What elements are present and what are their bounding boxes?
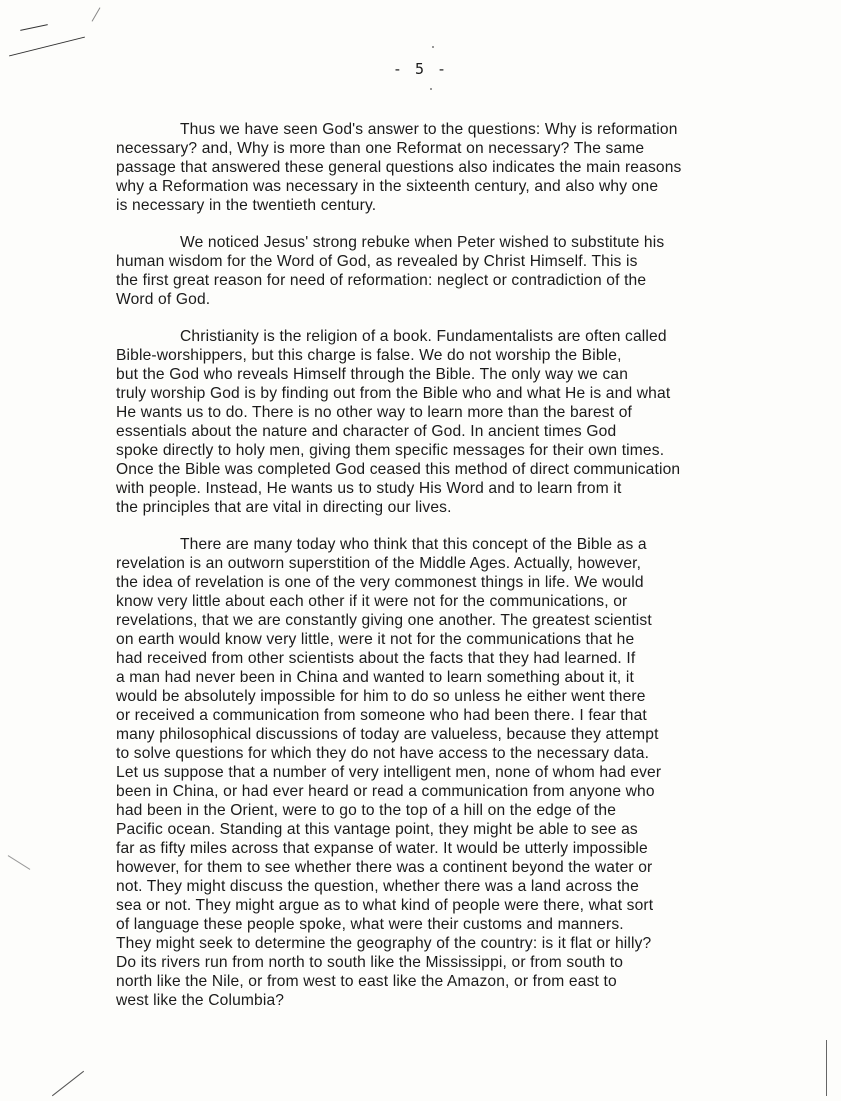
text-line: west like the Columbia? [116,992,285,1009]
text-line: Do its rivers run from north to south like the Mississippi, or from south to [116,954,624,971]
text-line: Word of God. [116,291,211,308]
text-line: Bible-worshippers, but this charge is false. We do not worship the Bible, [116,347,622,364]
text-line: He wants us to do. There is no other way to learn more than the barest of [116,404,633,421]
text-line: why a Reformation was necessary in the sixteenth century, and also why one [116,178,659,195]
text-line: many philosophical discussions of today are valueless, because they attempt [116,726,659,743]
text-line: the principles that are vital in directing our lives. [116,499,452,516]
text-line: human wisdom for the Word of God, as revealed by Christ Himself. This is [116,253,638,270]
text-line: revelation is an outworn superstition of the Middle Ages. Actually, however, [116,555,642,572]
text-line: We noticed Jesus' strong rebuke when Peter wished to substitute his [180,234,665,251]
paragraph [116,120,776,215]
text-line: is necessary in the twentieth century. [116,197,377,214]
scan-mark-stroke [92,7,101,21]
scan-mark-stroke [9,37,85,57]
text-line: however, for them to see whether there was a continent beyond the water or [116,859,653,876]
document-body [116,120,776,1028]
text-line: know very little about each other if it were not for the communications, or [116,593,628,610]
text-line: a man had never been in China and wanted to learn something about it, it [116,669,634,686]
text-line: of language these people spoke, what were their customs and manners. [116,916,624,933]
text-line: or received a communication from someone who had been there. I fear that [116,707,647,724]
text-line: the idea of revelation is one of the very commonest things in life. We would [116,574,644,591]
text-line: not. They might discuss the question, whether there was a land across the [116,878,639,895]
text-line: the first great reason for need of reformation: neglect or contradiction of the [116,272,647,289]
text-line: sea or not. They might argue as to what kind of people were there, what sort [116,897,654,914]
scan-mark-stroke [52,1071,84,1096]
text-line: spoke directly to holy men, giving them specific messages for their own times. [116,442,665,459]
text-line: They might seek to determine the geography of the country: is it flat or hilly? [116,935,652,952]
text-line: truly worship God is by finding out from the Bible who and what He is and what [116,385,671,402]
text-line: essentials about the nature and character of God. In ancient times God [116,423,617,440]
scan-mark-stroke [8,855,31,870]
text-line: north like the Nile, or from west to east like the Amazon, or from east to [116,973,617,990]
paragraph [116,327,776,517]
page-number: - 5 - [392,60,449,78]
text-line: Once the Bible was completed God ceased this method of direct communication [116,461,681,478]
paragraph [116,535,776,1010]
text-line: Thus we have seen God's answer to the questions: Why is reformation [180,121,678,138]
text-line: Christianity is the religion of a book. Fundamentalists are often called [180,328,667,345]
text-line: Let us suppose that a number of very intelligent men, none of whom had ever [116,764,662,781]
text-line: been in China, or had ever heard or read a communication from anyone who [116,783,655,800]
text-line: There are many today who think that this concept of the Bible as a [180,536,647,553]
paragraph [116,233,776,309]
text-line: on earth would know very little, were it not for the communications that he [116,631,635,648]
text-line: would be absolutely impossible for him to do so unless he either went there [116,688,646,705]
text-line: with people. Instead, He wants us to study His Word and to learn from it [116,480,622,497]
text-line: passage that answered these general questions also indicates the main reasons [116,159,682,176]
text-line: revelations, that we are constantly giving one another. The greatest scientist [116,612,652,629]
scan-speck [430,88,432,90]
scan-speck [432,46,434,48]
text-line: Pacific ocean. Standing at this vantage point, they might be able to see as [116,821,638,838]
text-line: but the God who reveals Himself through the Bible. The only way we can [116,366,629,383]
text-line: had received from other scientists about the facts that they had learned. If [116,650,636,667]
text-line: necessary? and, Why is more than one Reformat on necessary? The same [116,140,645,157]
text-line: to solve questions for which they do not have access to the necessary data. [116,745,650,762]
text-line: far as fifty miles across that expanse of water. It would be utterly impossible [116,840,648,857]
scan-mark-stroke [826,1040,827,1096]
text-line: had been in the Orient, were to go to the top of a hill on the edge of the [116,802,617,819]
scan-mark-stroke [20,24,48,31]
